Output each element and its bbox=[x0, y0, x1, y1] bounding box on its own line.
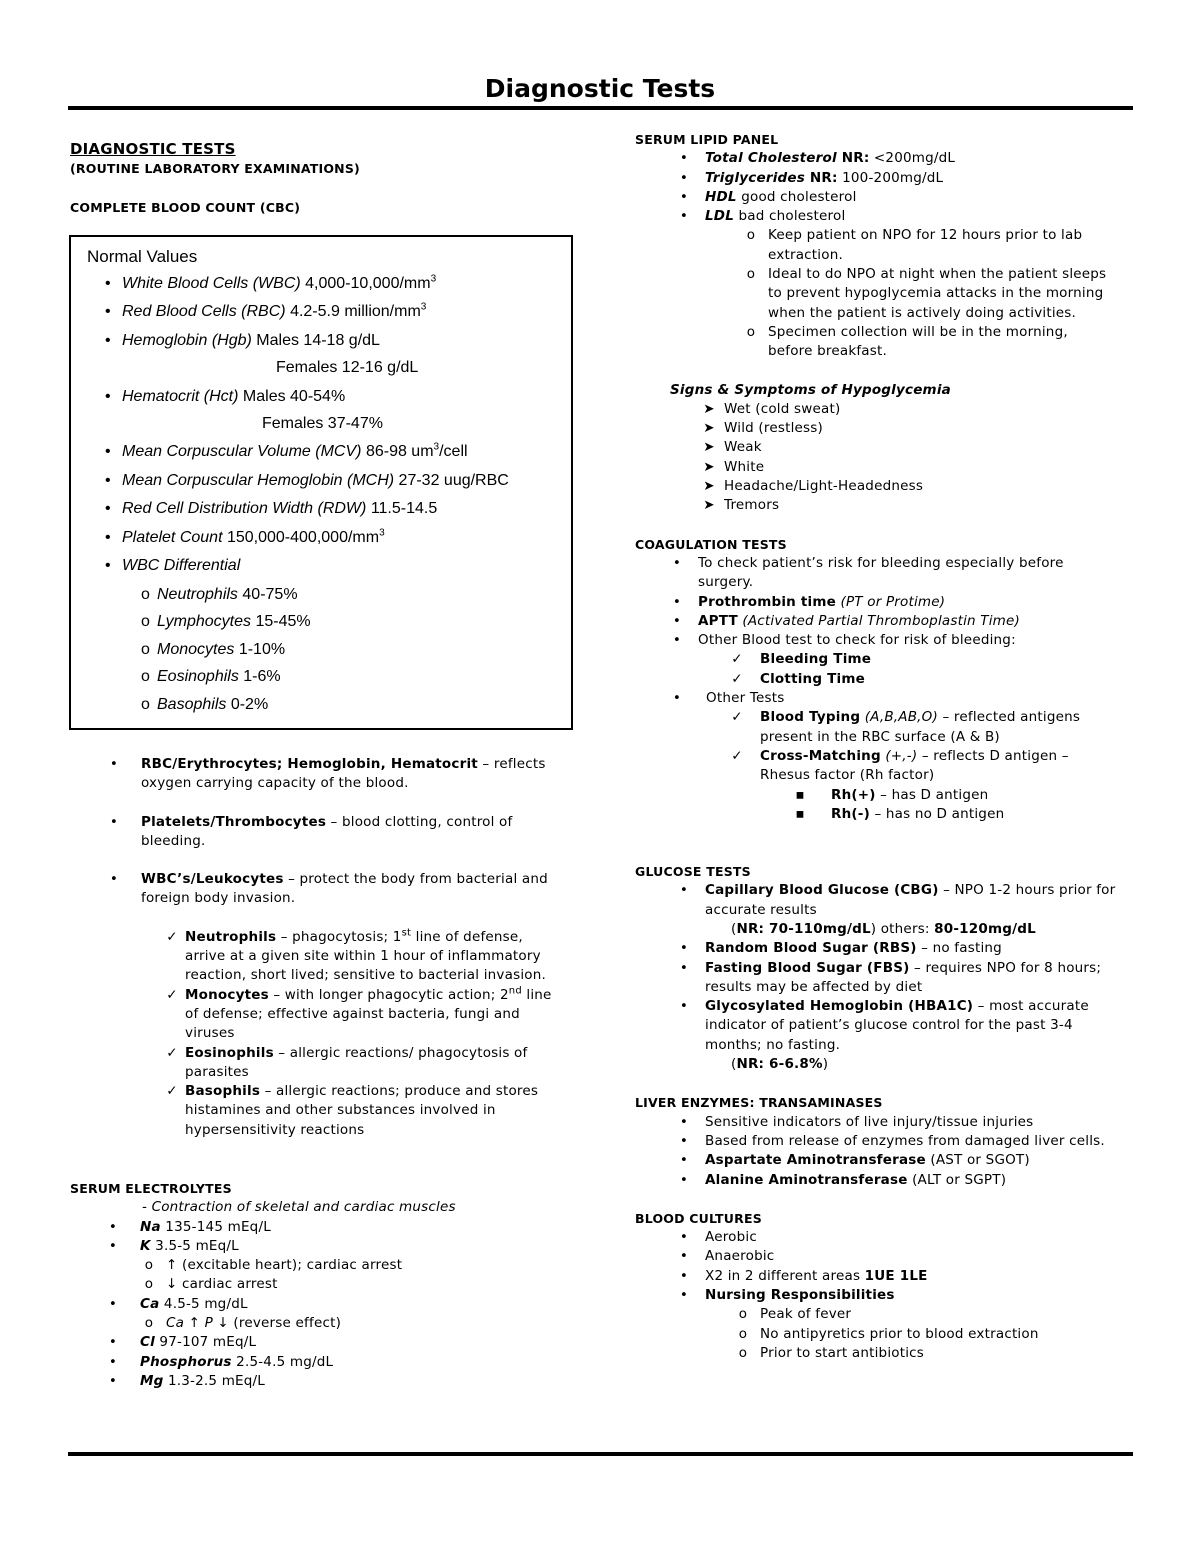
liver-heading: LIVER ENZYMES: TRANSAMINASES bbox=[635, 1095, 883, 1111]
nv-mcv: • Mean Corpuscular Volume (MCV) 86-98 $um^3$/cell bbox=[105, 441, 468, 460]
top-rule bbox=[68, 106, 1133, 110]
left-column-top bbox=[70, 140, 590, 217]
nv-platelet: • Platelet Count $150,000-400,000/mm^3$ bbox=[105, 527, 385, 546]
left-column-bottom bbox=[109, 755, 561, 1140]
liver-item-2: • Based from release of enzymes from damaged liver cells. bbox=[679, 1132, 1105, 1149]
section-subheading: (ROUTINE LABORATORY EXAMINATIONS) bbox=[70, 161, 360, 177]
rbs-item: • Random Blood Sugar (RBS) – no fasting bbox=[679, 940, 1002, 957]
nr-item-2: o No antipyretics prior to blood extraction bbox=[738, 1325, 1039, 1342]
ldl-sub-2: o Ideal to do NPO at night when the patient sleeps to prevent hypoglycemia attacks in the morning when the patient is actively doing activities. bbox=[746, 266, 1107, 321]
glucose-heading: GLUCOSE TESTS bbox=[635, 864, 751, 880]
nv-monocytes: o Monocytes 1-10% bbox=[141, 641, 286, 658]
hypo-item: ➤ Wet (cold sweat) bbox=[703, 400, 841, 417]
pt-item: • Prothrombin time (PT or Protime) bbox=[672, 593, 946, 610]
hdl-item: • HDL good cholesterol bbox=[679, 188, 857, 205]
nr-item-1: o Peak of fever bbox=[738, 1306, 852, 1323]
serum-electrolytes-sub: - Contraction of skeletal and cardiac muscles bbox=[142, 1199, 456, 1216]
nv-mch: • Mean Corpuscular Hemoglobin (MCH) 27-32 uug/RBC bbox=[105, 472, 509, 489]
wbc-item: • WBC’s/Leukocytes – protect the body from bacterial and foreign body invasion. bbox=[109, 871, 548, 907]
ldl-sub-1: o Keep patient on NPO for 12 hours prior to lab extraction. bbox=[746, 227, 1083, 263]
hypo-item: ➤ Tremors bbox=[703, 497, 780, 514]
cl-item: • Cl 97-107 mEq/L bbox=[108, 1334, 257, 1351]
cross-matching-item: ✓ Cross-Matching (+,-) – reflects D antigen – Rhesus factor (Rh factor) bbox=[731, 747, 1069, 784]
nv-basophils: o Basophils 0-2% bbox=[141, 696, 269, 713]
lipid-heading: SERUM LIPID PANEL bbox=[635, 132, 779, 147]
hypo-item: ➤ Wild (restless) bbox=[703, 420, 823, 437]
section-heading: DIAGNOSTIC TESTS bbox=[70, 140, 236, 158]
bt-item: ✓ Bleeding Time bbox=[731, 651, 872, 668]
bc-item-3: • X2 in 2 different areas 1UE 1LE bbox=[679, 1267, 928, 1284]
coag-item-1: • To check patient’s risk for bleeding especially before surgery. bbox=[672, 554, 1064, 591]
nr-item-3: o Prior to start antibiotics bbox=[738, 1344, 925, 1361]
normal-values-title: Normal Values bbox=[87, 247, 198, 266]
basophils-item: ✓ Basophils – allergic reactions; produce and stores histamines and other substances involved in hypersensitivity reactions bbox=[166, 1083, 539, 1138]
platelet-item: • Platelets/Thrombocytes – blood clotting, control of bleeding. bbox=[109, 813, 513, 849]
coag-item-2: • Other Blood test to check for risk of bleeding: bbox=[672, 632, 1016, 649]
nursing-responsibilities: • Nursing Responsibilities bbox=[679, 1287, 895, 1304]
hba1c-nr: (NR: 6-6.8%) bbox=[731, 1056, 829, 1073]
ct-item: ✓ Clotting Time bbox=[731, 670, 865, 687]
na-item: • Na 135-145 mEq/L bbox=[108, 1218, 271, 1235]
rbc-item: • RBC/Erythrocytes; Hemoglobin, Hematocrit – reflects oxygen carrying capacity of the blood. bbox=[109, 756, 546, 792]
rh-pos-item: ▪ Rh(+) – has D antigen bbox=[795, 786, 989, 803]
blood-typing-item: ✓ Blood Typing (A,B,AB,O) – reflected antigens present in the RBC surface (A & B) bbox=[731, 709, 1081, 745]
aptt-item: • APTT (Activated Partial Thromboplastin Time) bbox=[672, 612, 1021, 629]
serum-electrolytes bbox=[70, 1179, 570, 1391]
nv-hgb: • Hemoglobin (Hgb) Males 14-18 g/dL bbox=[105, 332, 380, 349]
k-item: • K 3.5-5 mEq/L bbox=[108, 1237, 239, 1254]
ldl-sub-3: o Specimen collection will be in the morning, before breakfast. bbox=[746, 323, 1068, 360]
nv-neutrophils: o Neutrophils 40-75% bbox=[141, 586, 298, 603]
tg-item: • Triglycerides NR: 100-200mg/dL bbox=[679, 169, 944, 186]
nv-hgb-female: Females 12-16 g/dL bbox=[276, 359, 419, 376]
cbg-item: • Capillary Blood Glucose (CBG) – NPO 1-2 hours prior for accurate results bbox=[679, 882, 1116, 918]
hba1c-item: • Glycosylated Hemoglobin (HBA1C) – most accurate indicator of patient’s glucose control for the past 3-4 months; no fasting. bbox=[679, 998, 1089, 1053]
nv-wbc-differential: • WBC Differential bbox=[105, 557, 241, 574]
hypo-item: ➤ Headache/Light-Headedness bbox=[703, 478, 924, 495]
bc-item-2: • Anaerobic bbox=[679, 1248, 775, 1265]
neutrophils-item: ✓ Neutrophils – phagocytosis; 1st line of defense, arrive at a given site within 1 hour of inflammatory reaction, short lived; sensitive to bacterial invasion. bbox=[166, 927, 546, 984]
mg-item: • Mg 1.3-2.5 mEq/L bbox=[108, 1372, 266, 1389]
right-column bbox=[635, 130, 1130, 1363]
k-sub-1: o ↑ (excitable heart); cardiac arrest bbox=[144, 1257, 403, 1274]
rh-neg-item: ▪ Rh(-) – has no D antigen bbox=[795, 805, 1005, 822]
bc-item-1: • Aerobic bbox=[679, 1229, 757, 1246]
coag-item-3: • Other Tests bbox=[672, 690, 785, 707]
bottom-rule bbox=[68, 1452, 1133, 1456]
nv-lymphocytes: o Lymphocytes 15-45% bbox=[141, 613, 311, 630]
blood-cultures-heading: BLOOD CULTURES bbox=[635, 1210, 762, 1226]
serum-electrolytes-heading: SERUM ELECTROLYTES bbox=[70, 1181, 232, 1196]
nv-hct: • Hematocrit (Hct) Males 40-54% bbox=[105, 388, 346, 405]
hypo-item: ➤ Weak bbox=[703, 439, 762, 456]
alt-item: • Alanine Aminotransferase (ALT or SGPT) bbox=[679, 1171, 1007, 1188]
ca-sub-1: o Ca ↑ P ↓ (reverse effect) bbox=[144, 1315, 342, 1332]
phosphorus-item: • Phosphorus 2.5-4.5 mg/dL bbox=[108, 1353, 334, 1370]
nv-eosinophils: o Eosinophils 1-6% bbox=[141, 668, 281, 685]
normal-values-box bbox=[69, 235, 573, 730]
coag-heading: COAGULATION TESTS bbox=[635, 536, 787, 552]
ca-item: • Ca 4.5-5 mg/dL bbox=[108, 1295, 248, 1312]
nv-rdw: • Red Cell Distribution Width (RDW) 11.5-14.5 bbox=[105, 500, 438, 517]
hypo-item: ➤ White bbox=[703, 458, 765, 475]
cbc-heading: COMPLETE BLOOD COUNT (CBC) bbox=[70, 199, 301, 215]
fbs-item: • Fasting Blood Sugar (FBS) – requires NPO for 8 hours; results may be affected by diet bbox=[679, 959, 1102, 995]
liver-item-1: • Sensitive indicators of live injury/tissue injuries bbox=[679, 1113, 1034, 1130]
k-sub-2: o ↓ cardiac arrest bbox=[144, 1276, 278, 1293]
hypo-heading: Signs & Symptoms of Hypoglycemia bbox=[670, 381, 951, 398]
page-title: Diagnostic Tests bbox=[484, 74, 716, 103]
nv-wbc: • White Blood Cells (WBC) $4,000-10,000/mm^3$ bbox=[105, 273, 437, 292]
ldl-item: • LDL bad cholesterol bbox=[679, 208, 846, 225]
tc-item: • Total Cholesterol NR: <200mg/dL bbox=[679, 150, 956, 167]
cbg-nr: (NR: 70-110mg/dL) others: 80-120mg/dL bbox=[731, 920, 1036, 937]
monocytes-item: ✓ Monocytes – with longer phagocytic action; 2nd line of defense; effective against bacteria, fungi and viruses bbox=[166, 985, 552, 1042]
ast-item: • Aspartate Aminotransferase (AST or SGOT) bbox=[679, 1152, 1030, 1169]
nv-hct-female: Females 37-47% bbox=[262, 415, 383, 432]
nv-rbc: • Red Blood Cells (RBC) 4.2-5.9 million/$mm^3$ bbox=[105, 301, 427, 320]
eosinophils-item: ✓ Eosinophils – allergic reactions/ phagocytosis of parasites bbox=[166, 1044, 528, 1080]
